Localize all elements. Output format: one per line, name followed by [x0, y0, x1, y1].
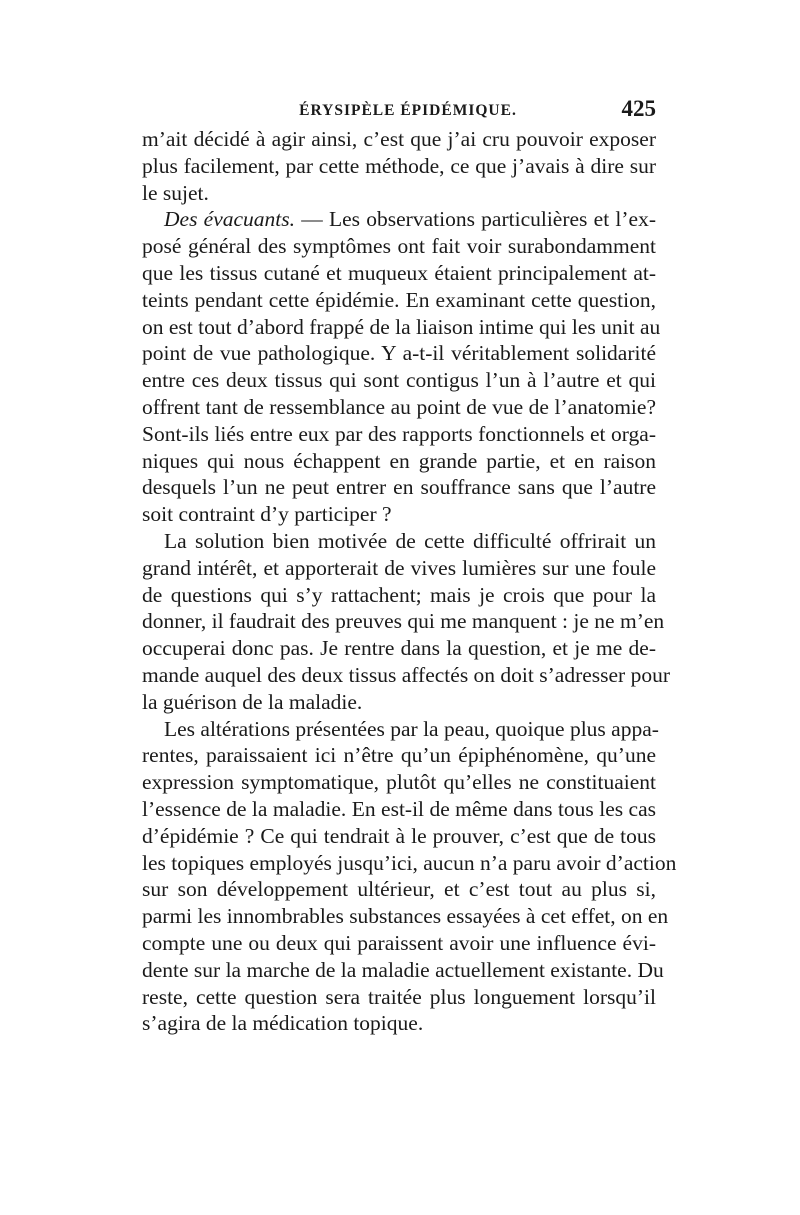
text-line: teints pendant cette épidémie. En examinant cette question, — [142, 287, 656, 312]
text-line: m’ait décidé à agir ainsi, c’est que j’ai cru pouvoir exposer — [142, 127, 656, 151]
text-line: le sujet. — [142, 180, 209, 205]
text-line: on est tout d’abord frappé de la liaison intime qui les unit au — [142, 314, 661, 339]
text-line: soit contraint d’y participer ? — [142, 502, 392, 527]
text-line: La solution bien motivée de cette difficulté offrirait un — [164, 528, 656, 553]
paragraph — [142, 126, 656, 206]
text-line: plus facilement, par cette méthode, ce que j’avais à dire sur — [142, 153, 656, 178]
text-line: s’agira de la médication topique. — [142, 1011, 424, 1036]
running-title: ÉRYSIPÈLE ÉPIDÉMIQUE. — [299, 102, 517, 119]
text-line: parmi les innombrables substances essayées à cet effet, on en — [142, 904, 669, 929]
text-line: de questions qui s’y rattachent; mais je crois que pour la — [142, 582, 656, 607]
text-line: mande auquel des deux tissus affectés on doit s’adresser pour — [142, 662, 670, 687]
body-text — [142, 126, 677, 1037]
text-line: d’épidémie ? Ce qui tendrait à le prouver, c’est que de tous — [142, 823, 656, 848]
paragraph — [142, 716, 677, 1038]
text-fragment: — Les observations particulières et l’ex- — [295, 207, 656, 232]
text-line: rentes, paraissaient ici n’être qu’un épiphénomène, qu’une — [142, 743, 656, 768]
text-line: dente sur la marche de la maladie actuellement existante. Du — [142, 957, 664, 982]
text-line: que les tissus cutané et muqueux étaient principalement at- — [142, 260, 656, 285]
text-line: reste, cette question sera traitée plus longuement lorsqu’il — [142, 984, 656, 1009]
text-line: donner, il faudrait des preuves qui me manquent : je ne m’en — [142, 609, 665, 634]
text-line: desquels l’un ne peut entrer en souffrance sans que l’autre — [142, 475, 656, 500]
paragraph — [142, 206, 661, 528]
text-line: la guérison de la maladie. — [142, 689, 363, 714]
text-line: expression symptomatique, plutôt qu’elles ne constituaient — [142, 770, 656, 795]
text-line: les topiques employés jusqu’ici, aucun n’a paru avoir d’action — [142, 850, 677, 875]
text-line: occuperai donc pas. Je rentre dans la question, et je me de- — [142, 636, 656, 661]
text-line: entre ces deux tissus qui sont contigus l’un à l’autre et qui — [142, 368, 656, 393]
running-head — [142, 96, 656, 126]
section-lead: Des évacuants. — [164, 207, 296, 232]
text-line: compte une ou deux qui paraissent avoir une influence évi- — [142, 930, 656, 955]
text-line: Les altérations présentées par la peau, quoique plus appa- — [164, 716, 659, 741]
text-line: point de vue pathologique. Y a-t-il véritablement solidarité — [142, 341, 656, 366]
page-number: 425 — [621, 96, 656, 121]
text-line — [142, 206, 656, 233]
paragraph — [142, 528, 670, 716]
text-line: l’essence de la maladie. En est-il de même dans tous les cas — [142, 796, 656, 821]
text-line: sur son développement ultérieur, et c’est tout au plus si, — [142, 877, 656, 902]
text-line: offrent tant de ressemblance au point de vue de l’anatomie? — [142, 394, 656, 419]
text-line: grand intérêt, et apporterait de vives lumières sur une foule — [142, 555, 656, 580]
text-line: niques qui nous échappent en grande partie, et en raison — [142, 448, 656, 473]
text-line: posé général des symptômes ont fait voir surabondamment — [142, 234, 656, 259]
text-line: Sont-ils liés entre eux par des rapports fonctionnels et orga- — [142, 421, 656, 446]
